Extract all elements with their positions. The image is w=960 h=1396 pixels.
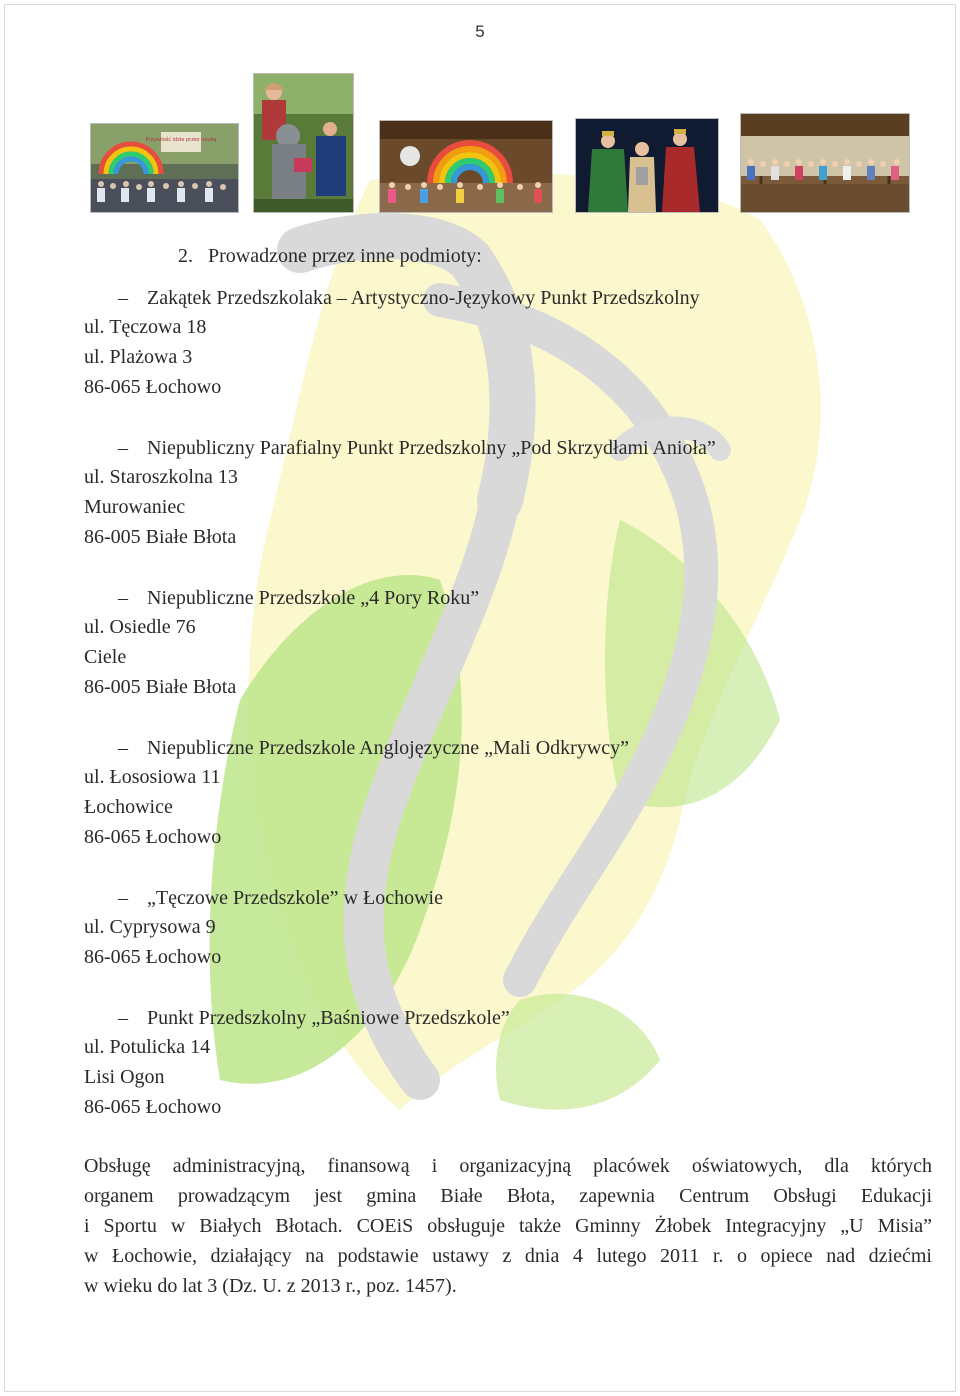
section-heading-text: Prowadzone przez inne podmioty: <box>208 245 482 267</box>
institution-title <box>118 1006 510 1030</box>
dash-bullet: – <box>118 587 128 609</box>
paragraph-line: Obsługę administracyjną, finansową i organizacyjną placówek oświatowych, dla których <box>84 1155 932 1177</box>
address-line: 86-065 Łochowo <box>84 376 222 398</box>
address-line: 86-065 Łochowo <box>84 1096 222 1118</box>
dash-bullet: – <box>118 437 128 459</box>
photo-sign-text: Przyszłość idzie przez naukę <box>145 137 217 143</box>
paragraph-line: w wieku do lat 3 (Dz. U. z 2013 r., poz. 1457). <box>84 1275 457 1297</box>
address-line: 86-005 Białe Błota <box>84 526 237 548</box>
address-line: 86-005 Białe Błota <box>84 676 237 698</box>
photo-teacher-statue <box>254 74 353 212</box>
address-line: ul. Potulicka 14 <box>84 1036 211 1058</box>
institution-name: Zakątek Przedszkolaka – Artystyczno-Językowy Punkt Przedszkolny <box>147 287 700 309</box>
institution-title <box>118 886 443 910</box>
institution-title <box>118 586 479 610</box>
paragraph-line: organem prowadzącym jest gmina Białe Błota, zapewnia Centrum Obsługi Edukacji <box>84 1185 932 1207</box>
dash-bullet: – <box>118 1007 128 1029</box>
address-line: ul. Staroszkolna 13 <box>84 466 238 488</box>
address-line: 86-065 Łochowo <box>84 826 222 848</box>
photo-three-kings <box>576 119 718 212</box>
photo-rainbow-performance <box>380 121 552 212</box>
institution-name: Niepubliczne Przedszkole Anglojęzyczne „Mali Odkrywcy” <box>147 737 630 759</box>
address-line: Lisi Ogon <box>84 1066 165 1088</box>
paragraph-line: w Łochowie, działający na podstawie ustawy z dnia 4 lutego 2011 r. o opiece nad dziećmi <box>84 1245 932 1267</box>
institution-name: Punkt Przedszkolny „Baśniowe Przedszkole” <box>147 1007 510 1029</box>
dash-bullet: – <box>118 737 128 759</box>
photo-children-stage <box>741 114 909 212</box>
institution-name: Niepubliczny Parafialny Punkt Przedszkolny „Pod Skrzydłami Anioła” <box>147 437 716 459</box>
institution-name: „Tęczowe Przedszkole” w Łochowie <box>147 887 443 909</box>
institution-title <box>118 736 629 760</box>
page-number: 5 <box>475 22 485 41</box>
address-line: Łochowice <box>84 796 173 818</box>
dash-bullet: – <box>118 287 128 309</box>
institution-title <box>118 286 700 310</box>
institution-title <box>118 436 716 460</box>
closing-paragraph <box>84 1151 932 1301</box>
address-line: ul. Tęczowa 18 <box>84 316 207 338</box>
address-line: Ciele <box>84 646 127 668</box>
section-number: 2. <box>178 245 193 267</box>
address-line: ul. Łososiowa 11 <box>84 766 221 788</box>
address-line: ul. Plażowa 3 <box>84 346 193 368</box>
photo-rainbow-stage <box>91 124 238 212</box>
address-line: ul. Osiedle 76 <box>84 616 196 638</box>
dash-bullet: – <box>118 887 128 909</box>
paragraph-line: i Sportu w Białych Błotach. COEiS obsługuje także Gminny Żłobek Integracyjny „U Misia” <box>84 1215 932 1237</box>
address-line: 86-065 Łochowo <box>84 946 222 968</box>
address-line: ul. Cyprysowa 9 <box>84 916 216 938</box>
section-heading <box>178 244 482 268</box>
institution-name: Niepubliczne Przedszkole „4 Pory Roku” <box>147 587 480 609</box>
address-line: Murowaniec <box>84 496 186 518</box>
